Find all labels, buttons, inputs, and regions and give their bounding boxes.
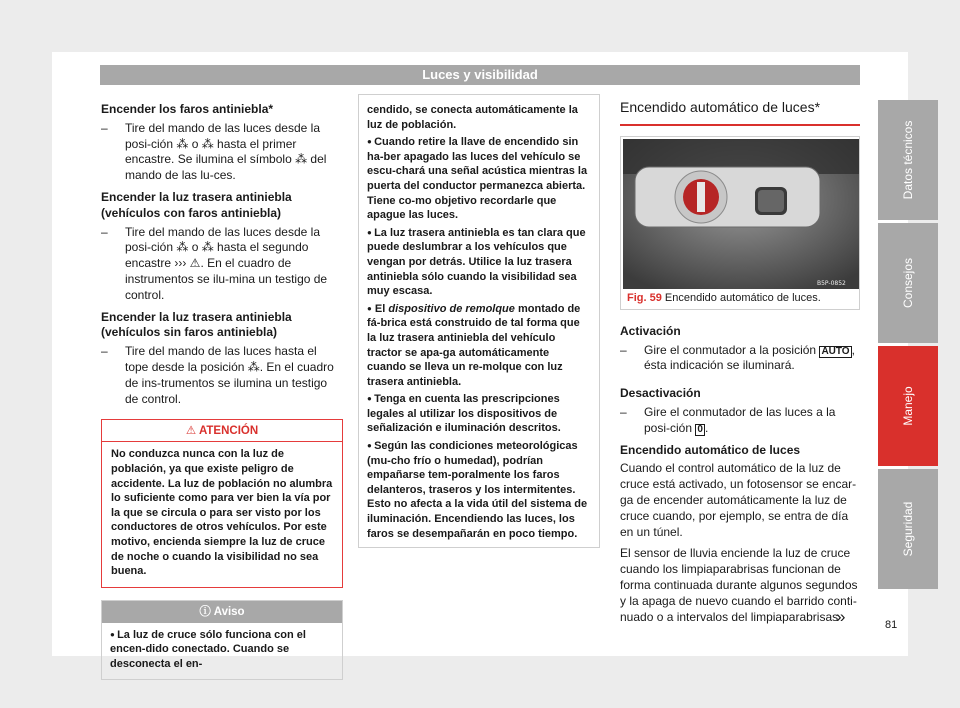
tab-consejos[interactable]: Consejos — [878, 223, 938, 343]
heading-rear-fog-with: Encender la luz trasera antiniebla (vehículos con faros antiniebla) — [101, 189, 292, 220]
note-bullet-towing: ● El dispositivo de remolque montado de fá-brica está construido de tal forma que la luz trasera antiniebla del vehículo tractor se apa-ga automáticamente cuando se lleva un re-molque con luz trasera antiniebla. — [367, 302, 581, 388]
page-header: Luces y visibilidad — [100, 65, 860, 85]
off-icon: 0 — [697, 423, 703, 435]
heading-auto-lights: Encendido automático de luces — [620, 442, 801, 457]
page — [52, 52, 908, 670]
column-middle-notes — [358, 94, 600, 548]
step-rear-fog-with: – Tire del mando de las luces desde la posi-ción ⁂ o ⁂ hasta el segundo encastre ››› ⚠. En el cuadro de instrumentos se ilu-mina un testigo de control. — [101, 225, 343, 304]
figure — [620, 136, 860, 310]
note-continuation: cendido, se conecta automáticamente la luz de población. — [367, 104, 578, 131]
warning-title: ATENCIÓN — [198, 425, 259, 438]
note-bullet-legal: ● Tenga en cuenta las prescripciones legales al utilizar los dispositivos de señalización e iluminación descritos. — [367, 392, 591, 436]
note-header — [102, 601, 342, 623]
heading-fog-lights: Encender los faros antiniebla* — [101, 102, 274, 116]
tab-manejo[interactable]: Manejo — [878, 346, 938, 466]
note-bullet-weather: ● Según las condiciones meteorológicas (mu-cho frío o humedad), podrían empañarse tem-poralmente los faros delanteros, traseros y los intermitentes. Esto no afecta a la vida útil del sistema de iluminación. Encendiendo las luces, los faros se desempañarán en poco tiempo. — [367, 439, 591, 541]
note-bullet-rearfog: ● La luz trasera antiniebla es tan clara que puede deslumbrar a los vehículos que vengan por detrás. Utilice la luz trasera antiniebla sólo cuando la visibilidad sea muy escasa. — [367, 226, 591, 299]
warning-text: No conduzca nunca con la luz de población, ya que existe peligro de accidente. La luz de población no alumbra lo suficiente como para ver bien la vía por la que se circula o para ser visto por los conductores de otros vehículos. Por este motivo, encienda siempre la luz de cruce de noche o cuando la visibilidad no sea buena. — [111, 448, 333, 578]
section-title: Encendido automático de luces* — [620, 100, 860, 126]
figure-caption-text: Encendido automático de luces. — [664, 291, 821, 304]
page-number: 81 — [885, 619, 898, 631]
warning-icon: ⚠ — [185, 425, 197, 438]
bullet-icon: ● — [367, 303, 372, 313]
info-icon: ⓘ — [199, 605, 211, 618]
column-right — [620, 94, 860, 625]
paragraph-rain-sensor: El sensor de lluvia enciende la luz de cruce cuando los limpiaparabrisas funcionan de forma continuada durante algunos segundos y la apaga de nuevo cuando el barrido conti-nuado o a intervalos del limpiaparabrisas — [620, 546, 858, 624]
heading-activation: Activación — [620, 323, 681, 338]
step-deactivation: – Gire el conmutador de las luces a la posi-ción 0 . — [620, 405, 860, 437]
side-tabs — [878, 100, 938, 592]
step-rear-fog-without: – Tire del mando de las luces hasta el tope desde la posición ⁂. En el cuadro de ins-trumentos se ilumina un testigo de control. — [101, 344, 343, 407]
continue-arrow-icon: » — [836, 607, 846, 626]
figure-image — [623, 139, 859, 289]
warning-box — [101, 419, 343, 587]
step-fog-lights: – Tire del mando de las luces desde la posi-ción ⁂ o ⁂ hasta el primer encastre. Se ilumina el símbolo ⁂ del mando de las lu-ces. — [101, 121, 343, 184]
heading-deactivation: Desactivación — [620, 386, 701, 401]
auto-icon: AUTO — [821, 345, 850, 357]
figure-caption — [627, 291, 821, 307]
heading-rear-fog-without: Encender la luz trasera antiniebla (vehículos sin faros antiniebla) — [101, 309, 292, 340]
step-activation: – Gire el conmutador a la posición AUTO , ésta indicación se iluminará. — [620, 343, 860, 375]
tab-datos-tecnicos[interactable]: Datos técnicos — [878, 100, 938, 220]
paragraph-auto-lights: Cuando el control automático de la luz de cruce está activado, un fotosensor se encar-ga de encender automáticamente la luz de cruce cuando, por ejemplo, se entra de día en un túnel. — [620, 461, 857, 539]
column-left — [101, 94, 343, 680]
note-text: ● La luz de cruce sólo funciona con el encen-dido conectado. Cuando se desconecta el en- — [102, 623, 342, 680]
note-box — [101, 600, 343, 681]
tab-seguridad[interactable]: Seguridad — [878, 469, 938, 589]
warning-header — [102, 420, 342, 442]
figure-code: B5P-0852 — [817, 279, 846, 287]
note-title: Aviso — [213, 605, 245, 618]
figure-number: Fig. 59 — [627, 291, 662, 304]
note-bullet-key: ● Cuando retire la llave de encendido sin ha-ber apagado las luces del vehículo se escu-chará una señal acústica mientras la puerta del conductor permanezca abierta. Tiene co-mo objetivo recordarle que apague las luces. — [367, 135, 591, 223]
